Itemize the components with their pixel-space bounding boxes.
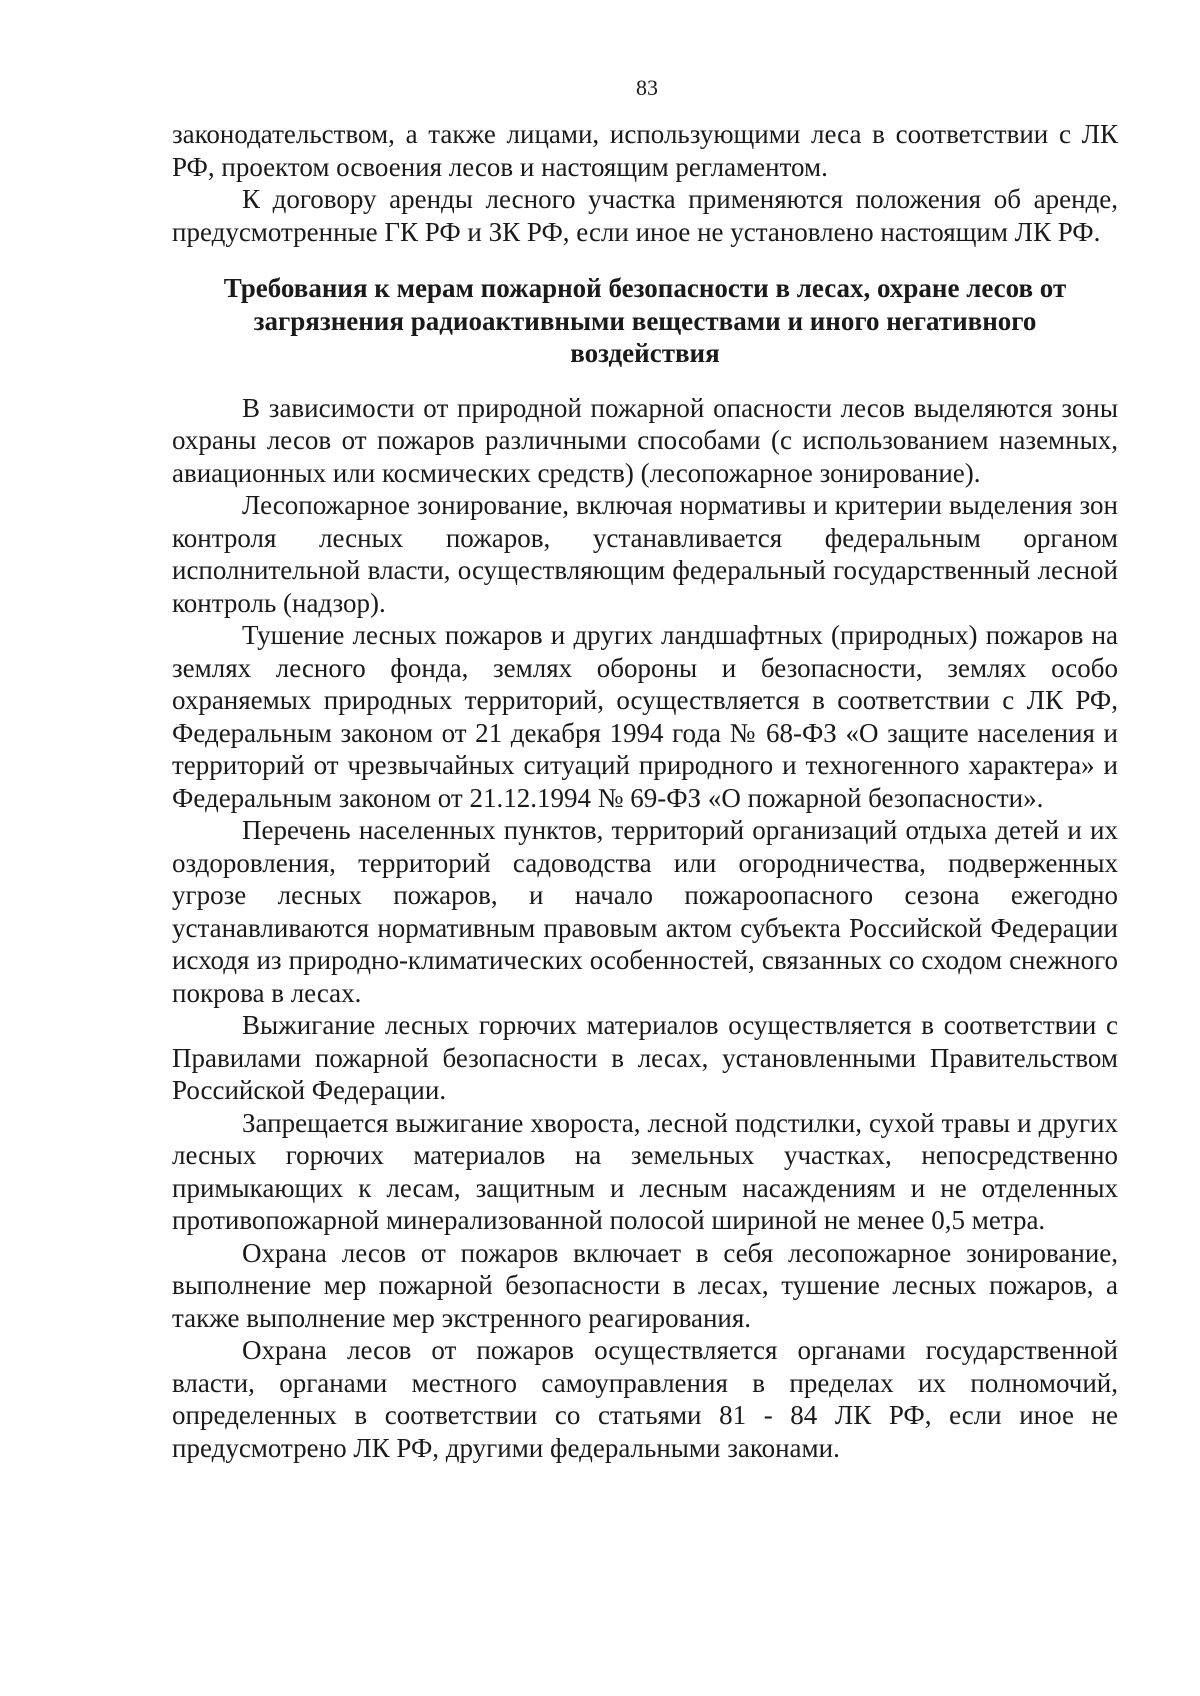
paragraph-burning-prohibition: Запрещается выжигание хвороста, лесной подстилки, сухой травы и других лесных горючих материалов на земельных участках, непосредственно примыкающих к лесам, защитным и лесным насаждениям и не отделенных противопожарной минерализованной полосой шириной не менее 0,5 метра. (172, 1107, 1118, 1235)
body-text (172, 118, 1118, 1464)
paragraph-lease-contract: К договору аренды лесного участка применяются положения об аренде, предусмотренные ГК РФ и ЗК РФ, если иное не установлено настоящим ЛК РФ. (172, 184, 1118, 247)
paragraph-settlements-list: Перечень населенных пунктов, территорий организаций отдыха детей и их оздоровления, территорий садоводства или огородничества, подверженных угрозе лесных пожаров, и начало пожароопасного сезона ежегодно устанавливаются нормативным правовым актом субъекта Российской Федерации исходя из природно-климатических особенностей, связанных со сходом снежного покрова в лесах. (172, 815, 1118, 1008)
paragraph-fire-protection-includes: Охрана лесов от пожаров включает в себя лесопожарное зонирование, выполнение мер пожарной безопасности в лесах, тушение лесных пожаров, а также выполнение мер экстренного реагирования. (172, 1237, 1118, 1333)
paragraph-fire-zoning: Лесопожарное зонирование, включая нормативы и критерии выделения зон контроля лесных пожаров, устанавливается федеральным органом исполнительной власти, осуществляющим федеральный государственный лесной контроль (надзор). (172, 490, 1118, 618)
paragraph-fire-extinguishing: Тушение лесных пожаров и других ландшафтных (природных) пожаров на землях лесного фонда, землях обороны и безопасности, землях особо охраняемых природных территорий, осуществляется в соответствии с ЛК РФ, Федеральным законом от 21 декабря 1994 года № 68-ФЗ «О защите населения и территорий от чрезвычайных ситуаций природного и техногенного характера» и Федеральным законом от 21.12.1994 № 69-ФЗ «О пожарной безопасности». (172, 620, 1118, 813)
paragraph-continuation: законодательством, а также лицами, использующими леса в соответствии с ЛК РФ, проектом освоения лесов и настоящим регламентом. (172, 119, 1118, 182)
paragraph-burning-materials: Выжигание лесных горючих материалов осуществляется в соответствии с Правилами пожарной безопасности в лесах, установленными Правительством Российской Федерации. (172, 1010, 1118, 1105)
paragraph-fire-protection-authorities: Охрана лесов от пожаров осуществляется органами государственной власти, органами местного самоуправления в пределах их полномочий, определенных в соответствии со статьями 81 - 84 ЛК РФ, если иное не предусмотрено ЛК РФ, другими федеральными законами. (172, 1335, 1118, 1463)
page-number: 83 (636, 75, 658, 100)
paragraph-fire-zones: В зависимости от природной пожарной опасности лесов выделяются зоны охраны лесов от пожаров различными способами (с использованием наземных, авиационных или космических средств) (лесопожарное зонирование). (172, 392, 1118, 488)
section-heading: Требования к мерам пожарной безопасности в лесах, охране лесов от загрязнения радиоактивными веществами и иного негативного воздействия (223, 273, 1067, 368)
